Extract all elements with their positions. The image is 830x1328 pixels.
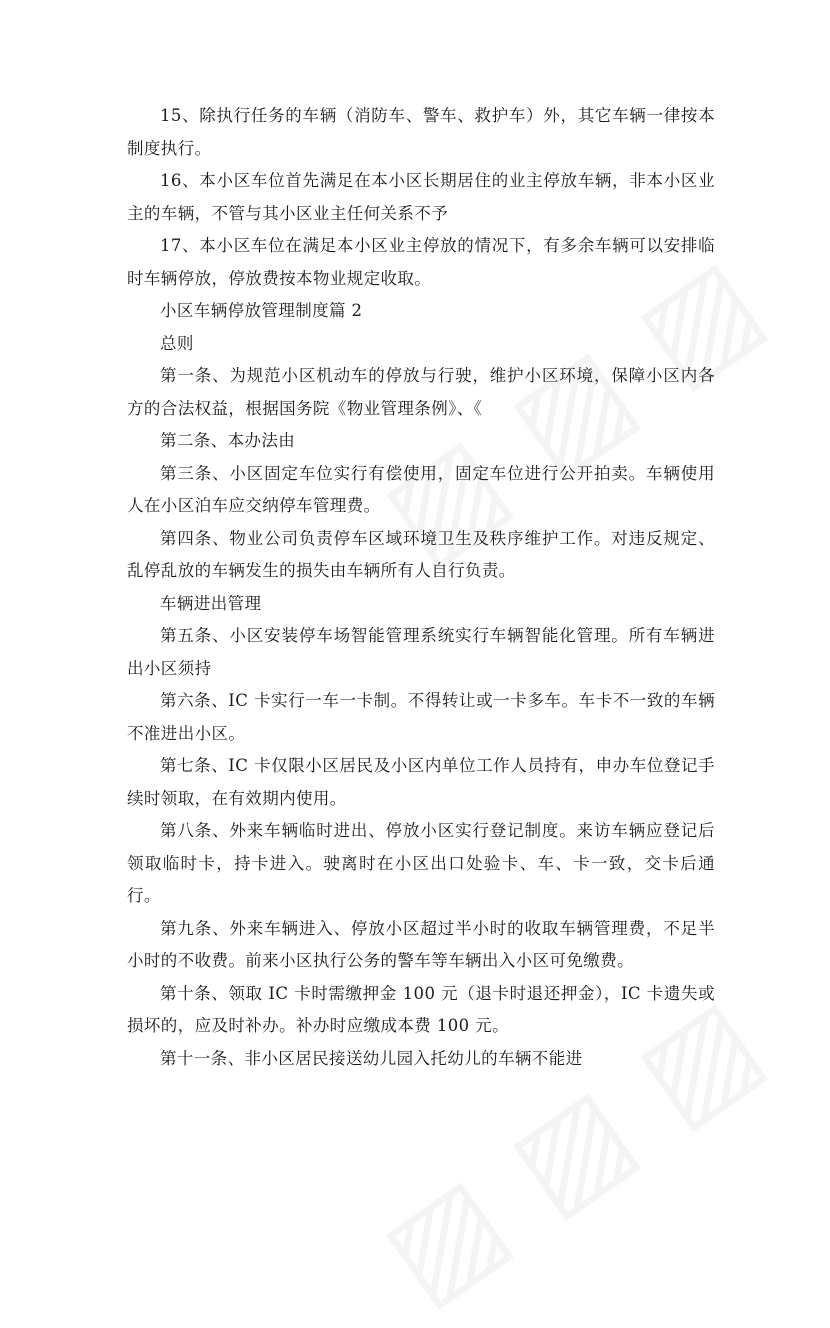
- section-heading: 总则: [160, 333, 194, 353]
- section-heading: 车辆进出管理: [160, 593, 262, 613]
- paragraph: 第六条、IC 卡实行一车一卡制。不得转让或一卡多车。车卡不一致的车辆不准进出小区。: [127, 691, 715, 743]
- section-heading: 小区车辆停放管理制度篇 2: [160, 301, 363, 320]
- document-body: [127, 100, 715, 1075]
- paragraph: 15、除执行任务的车辆（消防车、警车、救护车）外，其它车辆一律按本制度执行。: [127, 106, 715, 158]
- paragraph: 第八条、外来车辆临时进出、停放小区实行登记制度。来访车辆应登记后领取临时卡，持卡进入。驶离时在小区出口处验卡、车、卡一致，交卡后通行。: [127, 821, 715, 905]
- paragraph: 第二条、本办法由: [160, 431, 296, 450]
- paragraph: 第七条、IC 卡仅限小区居民及小区内单位工作人员持有，申办车位登记手续时领取，在有效期内使用。: [127, 756, 715, 808]
- paragraph: 第十条、领取 IC 卡时需缴押金 100 元（退卡时退还押金），IC 卡遗失或损坏的，应及时补办。补办时应缴成本费 100 元。: [127, 983, 715, 1035]
- paragraph: 16、本小区车位首先满足在本小区长期居住的业主停放车辆，非本小区业主的车辆，不管与其小区业主任何关系不予: [127, 171, 715, 223]
- paragraph: 17、本小区车位在满足本小区业主停放的情况下，有多余车辆可以安排临时车辆停放，停放费按本物业规定收取。: [127, 236, 715, 288]
- paragraph: 第三条、小区固定车位实行有偿使用，固定车位进行公开拍卖。车辆使用人在小区泊车应交纳停车管理费。: [127, 463, 715, 515]
- paragraph: 第九条、外来车辆进入、停放小区超过半小时的收取车辆管理费，不足半小时的不收费。前来小区执行公务的警车等车辆出入小区可免缴费。: [127, 918, 715, 970]
- paragraph: 第四条、物业公司负责停车区域环境卫生及秩序维护工作。对违反规定、乱停乱放的车辆发生的损失由车辆所有人自行负责。: [127, 528, 715, 580]
- paragraph: 第十一条、非小区居民接送幼儿园入托幼儿的车辆不能进: [160, 1048, 583, 1068]
- paragraph: 第五条、小区安装停车场智能管理系统实行车辆智能化管理。所有车辆进出小区须持: [127, 626, 715, 678]
- paragraph: 第一条、为规范小区机动车的停放与行驶，维护小区环境，保障小区内各方的合法权益，根据国务院《物业管理条例》、《: [127, 366, 715, 418]
